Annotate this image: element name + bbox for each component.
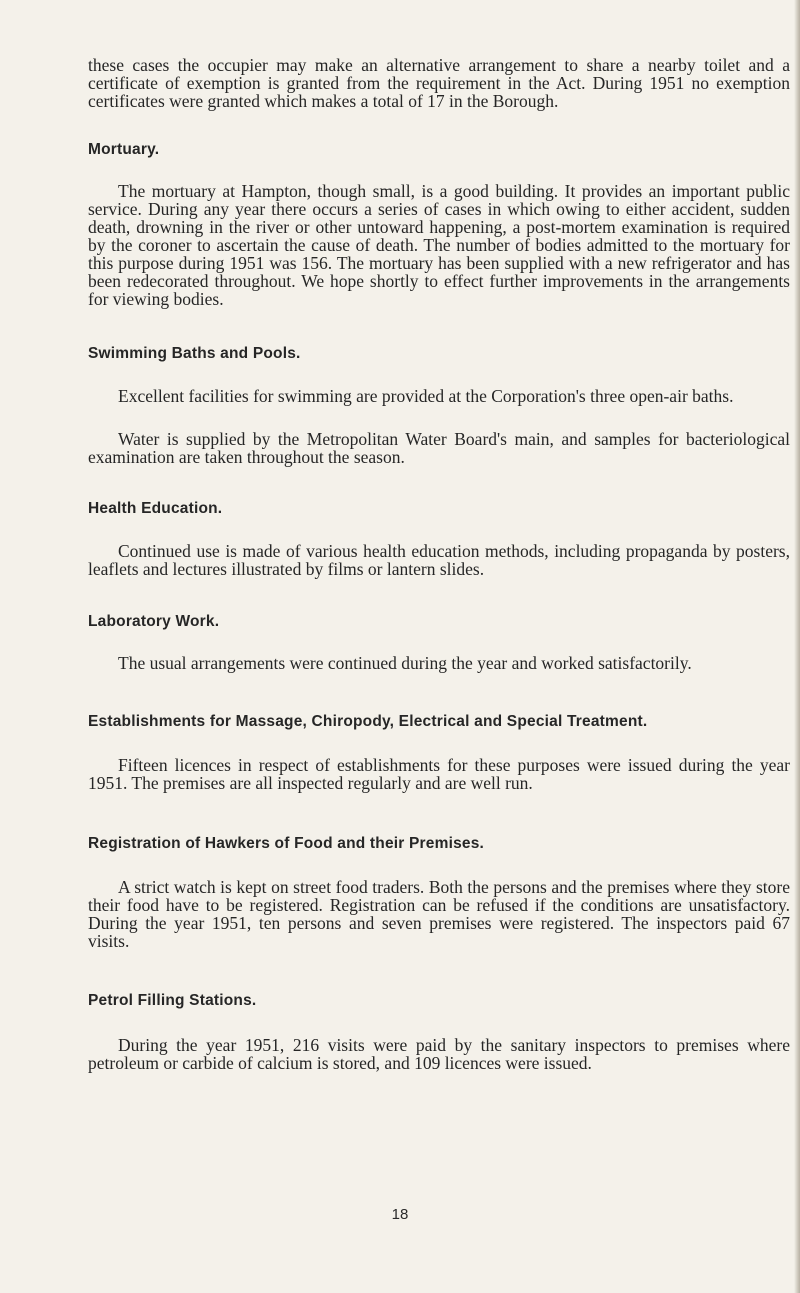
- heading-mortuary: Mortuary.: [88, 141, 160, 158]
- heading-petrol-filling-stations: Petrol Filling Stations.: [88, 992, 257, 1009]
- swimming-paragraph-water: Water is supplied by the Metropolitan Water Board's main, and samples for bacteriological examination are taken throughout the season.: [88, 429, 790, 467]
- establishments-paragraph: Fifteen licences in respect of establishments for these purposes were issued during the year 1951. The premises are all inspected regularly and are well run.: [88, 755, 790, 793]
- petrol-paragraph: During the year 1951, 216 visits were paid by the sanitary inspectors to premises where petroleum or carbide of calcium is stored, and 109 licences were issued.: [88, 1035, 790, 1073]
- heading-laboratory-work: Laboratory Work.: [88, 613, 220, 630]
- page-number: 18: [391, 1206, 409, 1223]
- laboratory-paragraph: The usual arrangements were continued during the year and worked satisfactorily.: [118, 653, 692, 673]
- mortuary-paragraph: The mortuary at Hampton, though small, is a good building. It provides an important public service. During any year there occurs a series of cases in which owing to either accident, sudden death, drowning in the river or other untoward happening, a post-mortem examination is required by the coroner to ascertain the cause of death. The number of bodies admitted to the mortuary for this purpose during 1951 was 156. The mortuary has been supplied with a new refrigerator and has been redecorated throughout. We hope shortly to effect further improvements in the arrangements for viewing bodies.: [88, 181, 790, 309]
- swimming-paragraph-facilities: Excellent facilities for swimming are provided at the Corporation's three open-air baths.: [118, 386, 734, 406]
- heading-hawkers-registration: Registration of Hawkers of Food and their Premises.: [88, 835, 485, 852]
- health-education-paragraph: Continued use is made of various health education methods, including propaganda by posters, leaflets and lectures illustrated by films or lantern slides.: [88, 541, 790, 579]
- heading-health-education: Health Education.: [88, 500, 223, 517]
- intro-paragraph: these cases the occupier may make an alternative arrangement to share a nearby toilet and a certificate of exemption is granted from the requirement in the Act. During 1951 no exemption certificates were granted which makes a total of 17 in the Borough.: [88, 55, 790, 111]
- heading-establishments: Establishments for Massage, Chiropody, Electrical and Special Treatment.: [88, 713, 648, 730]
- page-edge-shadow: [794, 0, 800, 1293]
- heading-swimming-baths: Swimming Baths and Pools.: [88, 345, 301, 362]
- hawkers-paragraph: A strict watch is kept on street food traders. Both the persons and the premises where they store their food have to be registered. Registration can be refused if the conditions are unsatisfactory. During the year 1951, ten persons and seven premises were registered. The inspectors paid 67 visits.: [88, 877, 790, 951]
- page-content: [88, 56, 790, 1072]
